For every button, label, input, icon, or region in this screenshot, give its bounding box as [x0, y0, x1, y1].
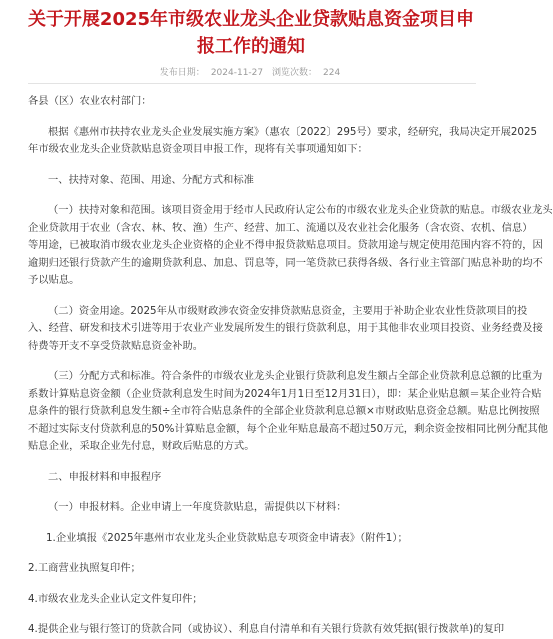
intro-line-1: 根据《惠州市扶持农业龙头企业发展实施方案》（惠农〔2022〕295号）要求，经研究，我局决定开展2025 [48, 125, 538, 138]
para1-line-5: 予以贴息。 [28, 274, 80, 286]
para3-line-4: 不超过实际支付贷款利息的50%计算贴息金额，每个企业年贴息最高不超过50万元，剩余资金按相同比例分配其他 [28, 422, 548, 435]
para3-line-1: （三）分配方式和标准。符合条件的市级农业龙头企业银行贷款利息发生额占全部企业贷款利息总额的比重为 [48, 370, 543, 382]
para3-line-3: 息条件的银行贷款利息发生额÷全市符合贴息条件的全部企业贷款利息总额×市财政贴息资金总额。贴息比例按照 [28, 405, 540, 417]
section-heading-1: 一、扶持对象、范围、用途、分配方式和标准 [48, 173, 254, 186]
para2-line-3: 待费等开支不享受贷款贴息资金补助。 [28, 339, 204, 352]
list-item: 1.企业填报《2025年惠州市农业龙头企业贷款贴息专项资金申请表》（附件1）； [46, 531, 408, 544]
section-heading-2: 二、申报材料和申报程序 [48, 470, 162, 483]
article-body [28, 93, 553, 639]
article-meta [0, 65, 500, 78]
para1-line-2: 企业贷款用于农业（含农、林、牧、渔）生产、经营、加工、流通以及农业社会化服务（含农资、农机、信息） [28, 221, 533, 234]
article-title [18, 6, 484, 60]
para3-line-5: 贴息企业，采取企业先付息，财政后贴息的方式。 [28, 440, 255, 452]
intro-paragraph [28, 124, 538, 159]
para1-line-3: 等用途，已被取消市级农业龙头企业资格的企业不得申报贷款贴息项目。贷款用途与规定使用范围内容不符的，因 [28, 239, 543, 251]
list-item: 4.提供企业与银行签订的贷款合同（或协议）、利息自付清单和有关银行贷款有效凭据(银行拨款单)的复印 [28, 623, 505, 635]
para1-line-1: （一）扶持对象和范围。该项目资金用于经市人民政府认定公布的市级农业龙头企业贷款的贴息。市级农业龙头 [48, 204, 553, 216]
article-title-line-2: 报工作的通知 [197, 36, 305, 57]
publish-date-label: 发布日期： [159, 68, 205, 78]
para2-line-2: 入、经营、研发和技术引进等用于农业产业发展所发生的银行贷款利息，用于其他非农业项目投资、业务经费及接 [28, 322, 543, 334]
list-item: 4.市级农业龙头企业认定文件复印件； [28, 592, 203, 605]
paragraph-usage [28, 303, 543, 356]
paragraph-scope [28, 202, 553, 290]
views-label: 浏览次数： [272, 68, 318, 78]
publish-date: 2024-11-27 [210, 68, 264, 78]
para2-line-1: （二）资金用途。2025年从市级财政涉农资金安排贷款贴息资金，主要用于补助企业农业性贷款项目的投 [48, 304, 528, 317]
para1-line-4: 逾期归还银行贷款产生的逾期贷款利息、加息、罚息等，同一笔贷款已获得各级、各行业主管部门贴息补助的均不 [28, 256, 543, 269]
meta-divider [28, 83, 476, 84]
article-title-line-1: 关于开展2025年市级农业龙头企业贷款贴息资金项目申 [27, 9, 475, 30]
views-count: 224 [323, 68, 341, 78]
salutation: 各县（区）农业农村部门： [28, 95, 152, 107]
list-item: 2.工商营业执照复印件； [28, 562, 141, 574]
paragraph-allocation [28, 368, 548, 456]
intro-line-2: 年市级农业龙头企业贷款贴息资金项目申报工作，现将有关事项通知如下： [28, 143, 368, 155]
para3-line-2: 系数计算贴息资金额（企业贷款利息发生时间为2024年1月1日至12月31日），即：某企业贴息额＝某企业符合贴 [28, 387, 542, 400]
subsection-materials: （一）申报材料。企业申请上一年度贷款贴息，需提供以下材料： [48, 501, 347, 513]
